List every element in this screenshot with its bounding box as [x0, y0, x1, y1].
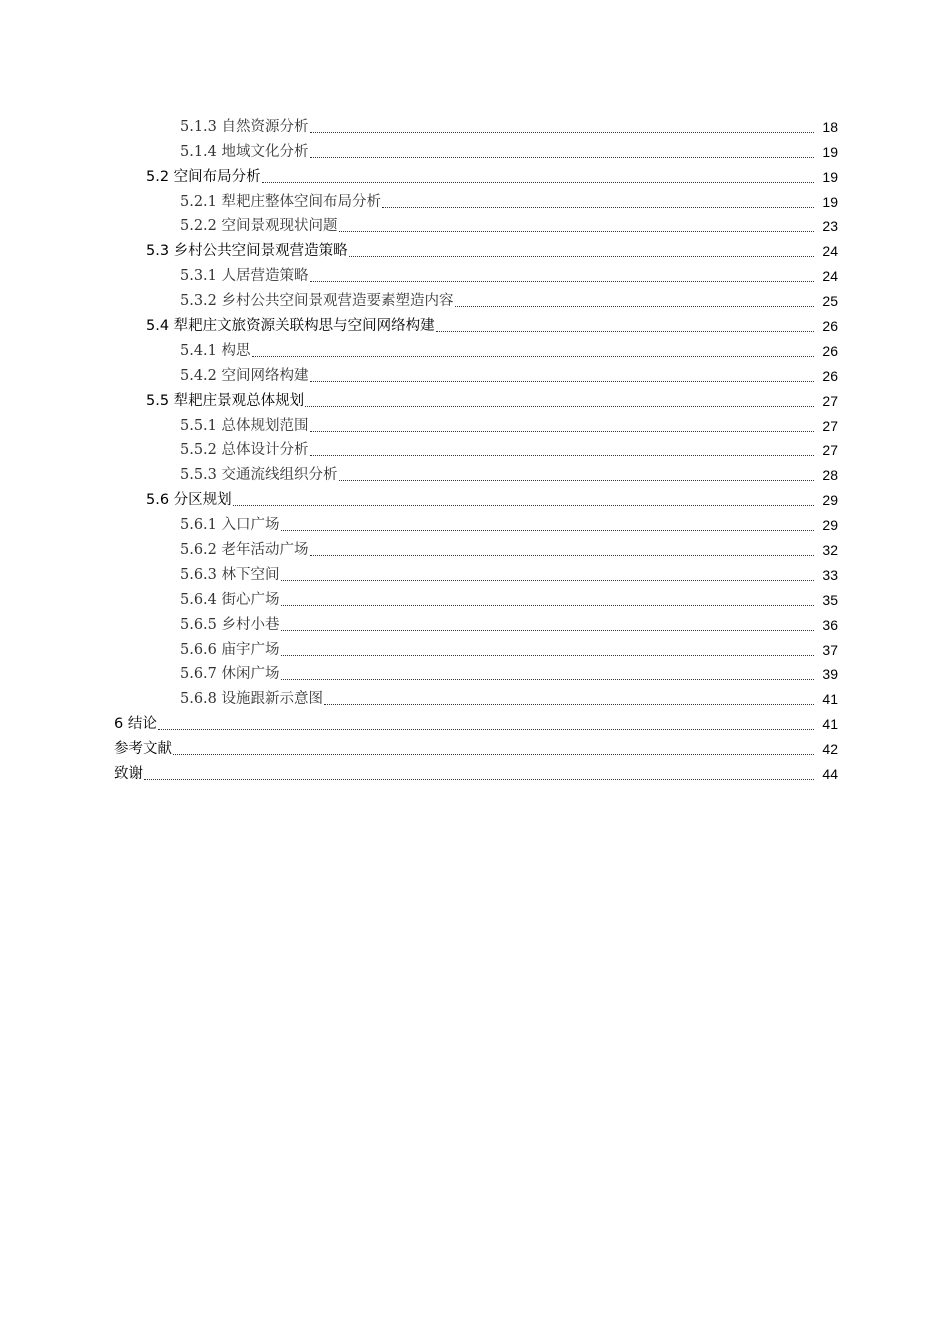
- toc-entry[interactable]: [0, 363, 950, 388]
- dot-leader: [324, 704, 814, 705]
- dot-leader: [281, 530, 814, 531]
- toc-page-number: 44: [822, 766, 838, 783]
- toc-page-number: 35: [822, 591, 838, 608]
- dot-leader: [262, 182, 814, 183]
- dot-leader: [252, 356, 814, 357]
- toc-page-number: 26: [822, 367, 838, 384]
- dot-leader: [233, 505, 814, 506]
- dot-leader: [349, 256, 814, 257]
- dot-leader: [173, 754, 814, 755]
- toc-entry-title: 致谢: [114, 766, 143, 783]
- toc-entry[interactable]: [0, 338, 950, 363]
- toc-page-number: 42: [822, 741, 838, 758]
- toc-entry[interactable]: [0, 438, 950, 463]
- toc-page-number: 37: [822, 641, 838, 658]
- toc-entry-title: 5.6.1 入口广场: [180, 517, 280, 534]
- toc-entry-title: 5.6 分区规划: [146, 492, 232, 509]
- toc-page-number: 19: [822, 143, 838, 160]
- dot-leader: [158, 729, 814, 730]
- dot-leader: [310, 431, 814, 432]
- toc-entry-title: 5.5.3 交通流线组织分析: [180, 467, 338, 484]
- toc-entry-title: 5.1.3 自然资源分析: [180, 118, 309, 135]
- dot-leader: [281, 679, 814, 680]
- dot-leader: [382, 207, 814, 208]
- toc-entry[interactable]: [0, 388, 950, 413]
- dot-leader: [339, 480, 814, 481]
- toc-page-number: 26: [822, 318, 838, 335]
- toc-page-number: 19: [822, 168, 838, 185]
- toc-entry[interactable]: [0, 288, 950, 313]
- toc-entry[interactable]: [0, 711, 950, 736]
- toc-entry[interactable]: [0, 662, 950, 687]
- toc-entry-title: 5.6.3 林下空间: [180, 566, 280, 583]
- table-of-contents: [0, 114, 950, 786]
- toc-entry-title: 5.6.4 街心广场: [180, 591, 280, 608]
- toc-entry-title: 5.2.2 空间景观现状问题: [180, 218, 338, 235]
- toc-entry[interactable]: [0, 637, 950, 662]
- dot-leader: [281, 580, 814, 581]
- toc-entry[interactable]: [0, 487, 950, 512]
- toc-entry-title: 6 结论: [114, 716, 157, 733]
- toc-entry[interactable]: [0, 164, 950, 189]
- toc-entry-title: 5.2.1 犁耙庄整体空间布局分析: [180, 193, 382, 210]
- toc-entry[interactable]: [0, 736, 950, 761]
- toc-entry-title: 5.2 空间布局分析: [146, 168, 261, 185]
- toc-entry-title: 5.5 犁耙庄景观总体规划: [146, 392, 305, 409]
- toc-entry-title: 5.6.7 休闲广场: [180, 666, 280, 683]
- toc-page-number: 26: [822, 342, 838, 359]
- toc-entry[interactable]: [0, 761, 950, 786]
- toc-page-number: 41: [822, 716, 838, 733]
- toc-entry[interactable]: [0, 562, 950, 587]
- toc-entry[interactable]: [0, 263, 950, 288]
- toc-entry[interactable]: [0, 114, 950, 139]
- dot-leader: [455, 306, 814, 307]
- dot-leader: [339, 231, 814, 232]
- dot-leader: [310, 381, 814, 382]
- toc-entry-title: 5.3 乡村公共空间景观营造策略: [146, 243, 348, 260]
- toc-page-number: 19: [822, 193, 838, 210]
- dot-leader: [281, 630, 814, 631]
- toc-entry-title: 参考文献: [114, 741, 172, 758]
- toc-entry[interactable]: [0, 238, 950, 263]
- toc-entry[interactable]: [0, 413, 950, 438]
- toc-entry[interactable]: [0, 612, 950, 637]
- toc-entry-title: 5.5.1 总体规划范围: [180, 417, 309, 434]
- toc-page-number: 25: [822, 293, 838, 310]
- toc-page-number: 27: [822, 392, 838, 409]
- toc-entry[interactable]: [0, 512, 950, 537]
- toc-page-number: 39: [822, 666, 838, 683]
- dot-leader: [310, 555, 814, 556]
- toc-entry[interactable]: [0, 462, 950, 487]
- toc-entry-title: 5.4 犁耙庄文旅资源关联构思与空间网络构建: [146, 318, 435, 335]
- toc-page-number: 36: [822, 616, 838, 633]
- toc-page-number: 24: [822, 243, 838, 260]
- toc-entry[interactable]: [0, 313, 950, 338]
- toc-entry-title: 5.4.2 空间网络构建: [180, 367, 309, 384]
- dot-leader: [310, 455, 814, 456]
- toc-page-number: 27: [822, 442, 838, 459]
- dot-leader: [436, 331, 814, 332]
- toc-page-number: 32: [822, 542, 838, 559]
- toc-entry[interactable]: [0, 139, 950, 164]
- toc-entry[interactable]: [0, 537, 950, 562]
- toc-page-number: 29: [822, 492, 838, 509]
- toc-entry-title: 5.6.6 庙宇广场: [180, 641, 280, 658]
- toc-entry[interactable]: [0, 587, 950, 612]
- toc-entry-title: 5.6.8 设施跟新示意图: [180, 691, 324, 708]
- dot-leader: [310, 281, 814, 282]
- toc-page-number: 28: [822, 467, 838, 484]
- toc-entry-title: 5.5.2 总体设计分析: [180, 442, 309, 459]
- dot-leader: [310, 132, 814, 133]
- toc-entry-title: 5.6.2 老年活动广场: [180, 542, 309, 559]
- toc-page-number: 23: [822, 218, 838, 235]
- toc-entry-title: 5.6.5 乡村小巷: [180, 616, 280, 633]
- toc-entry[interactable]: [0, 686, 950, 711]
- toc-entry-title: 5.4.1 构思: [180, 342, 251, 359]
- toc-page-number: 41: [822, 691, 838, 708]
- toc-entry-title: 5.3.1 人居营造策略: [180, 268, 309, 285]
- toc-entry-title: 5.1.4 地域文化分析: [180, 143, 309, 160]
- dot-leader: [305, 406, 814, 407]
- toc-page-number: 24: [822, 268, 838, 285]
- dot-leader: [281, 655, 814, 656]
- toc-page-number: 27: [822, 417, 838, 434]
- dot-leader: [310, 157, 814, 158]
- toc-entry[interactable]: [0, 189, 950, 214]
- toc-entry-title: 5.3.2 乡村公共空间景观营造要素塑造内容: [180, 293, 454, 310]
- dot-leader: [281, 605, 814, 606]
- toc-page-number: 18: [822, 118, 838, 135]
- toc-entry[interactable]: [0, 214, 950, 239]
- toc-page-number: 29: [822, 517, 838, 534]
- toc-page-number: 33: [822, 566, 838, 583]
- dot-leader: [144, 779, 814, 780]
